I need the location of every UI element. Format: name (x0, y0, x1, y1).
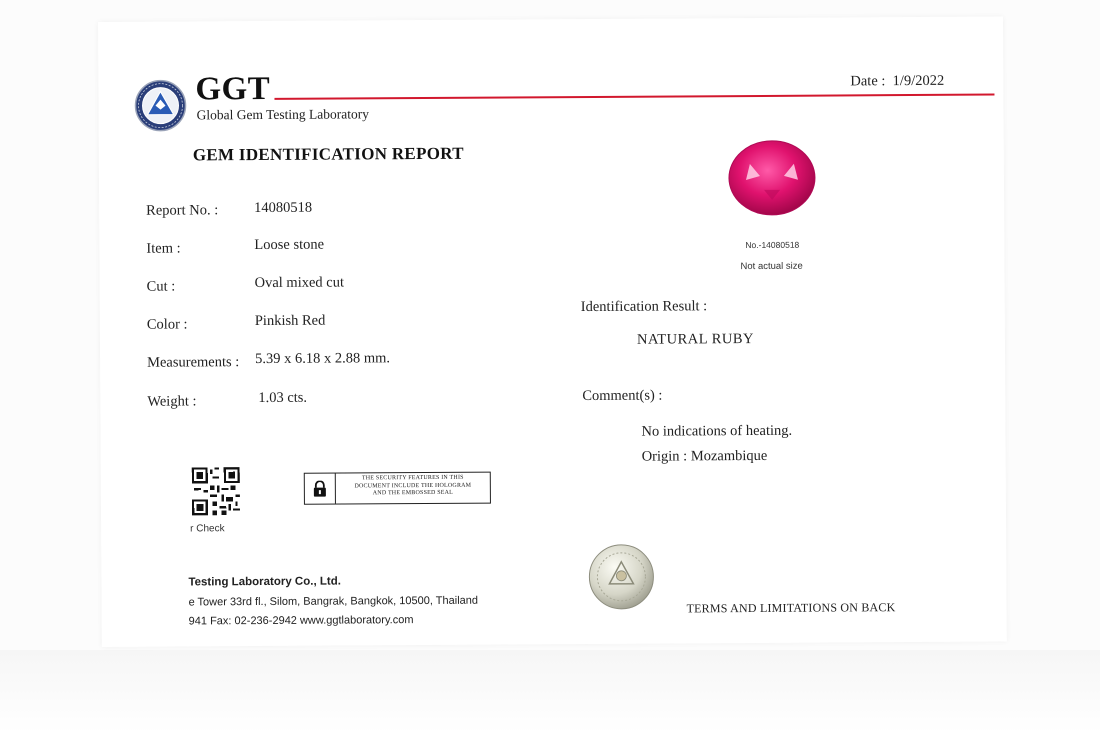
field-value-item: Loose stone (254, 236, 325, 254)
qr-caption: r Check (190, 523, 225, 535)
identification-result: NATURAL RUBY (636, 330, 755, 348)
field-value-report-no: 14080518 (254, 199, 313, 217)
gem-photo-number: No.-14080518 (745, 239, 800, 251)
field-label-weight: Weight : (147, 393, 197, 410)
field-label-report-no: Report No. : (146, 202, 219, 219)
field-label-measurements: Measurements : (147, 354, 240, 371)
gem-report-card (98, 16, 1007, 647)
brand-name: GGT (195, 70, 271, 108)
comments-label: Comment(s) : (582, 387, 663, 405)
company-contact: 941 Fax: 02-236-2942 www.ggtlaboratory.com (188, 614, 414, 628)
field-label-color: Color : (146, 316, 188, 333)
field-label-cut: Cut : (146, 278, 176, 295)
security-text (336, 473, 490, 504)
lock-cell (305, 474, 336, 504)
background-floor (0, 650, 1100, 733)
field-label-item: Item : (146, 240, 181, 257)
gem-photo-size-note: Not actual size (740, 260, 803, 273)
field-value-cut: Oval mixed cut (254, 274, 345, 292)
hologram-seal-icon (588, 544, 654, 610)
company-address: e Tower 33rd fl., Silom, Bangrak, Bangkok, 10500, Thailand (188, 594, 479, 609)
comment-line: Origin : Mozambique (641, 447, 768, 465)
security-line: DOCUMENT INCLUDE THE HOLOGRAM (354, 482, 472, 489)
report-date (850, 73, 944, 91)
report-title: GEM IDENTIFICATION REPORT (192, 143, 464, 165)
comment-line: No indications of heating. (641, 422, 793, 440)
security-line: THE SECURITY FEATURES IN THIS (361, 474, 464, 482)
ggt-logo-icon (134, 79, 186, 131)
security-line: AND THE EMBOSSED SEAL (372, 489, 454, 497)
lock-icon (313, 480, 327, 497)
date-label: Date : (850, 73, 886, 90)
company-name: Testing Laboratory Co., Ltd. (188, 575, 341, 589)
field-value-weight: 1.03 cts. (258, 389, 308, 407)
gem-photo (726, 138, 818, 219)
qr-code-icon[interactable] (192, 467, 240, 515)
brand-subtitle: Global Gem Testing Laboratory (196, 106, 370, 123)
field-value-measurements: 5.39 x 6.18 x 2.88 mm. (255, 350, 391, 368)
field-value-color: Pinkish Red (254, 312, 326, 330)
security-notice (304, 472, 491, 505)
terms-note: TERMS AND LIMITATIONS ON BACK (686, 600, 896, 616)
date-value: 1/9/2022 (892, 72, 945, 90)
header-rule (274, 94, 994, 100)
identification-label: Identification Result : (580, 298, 708, 316)
